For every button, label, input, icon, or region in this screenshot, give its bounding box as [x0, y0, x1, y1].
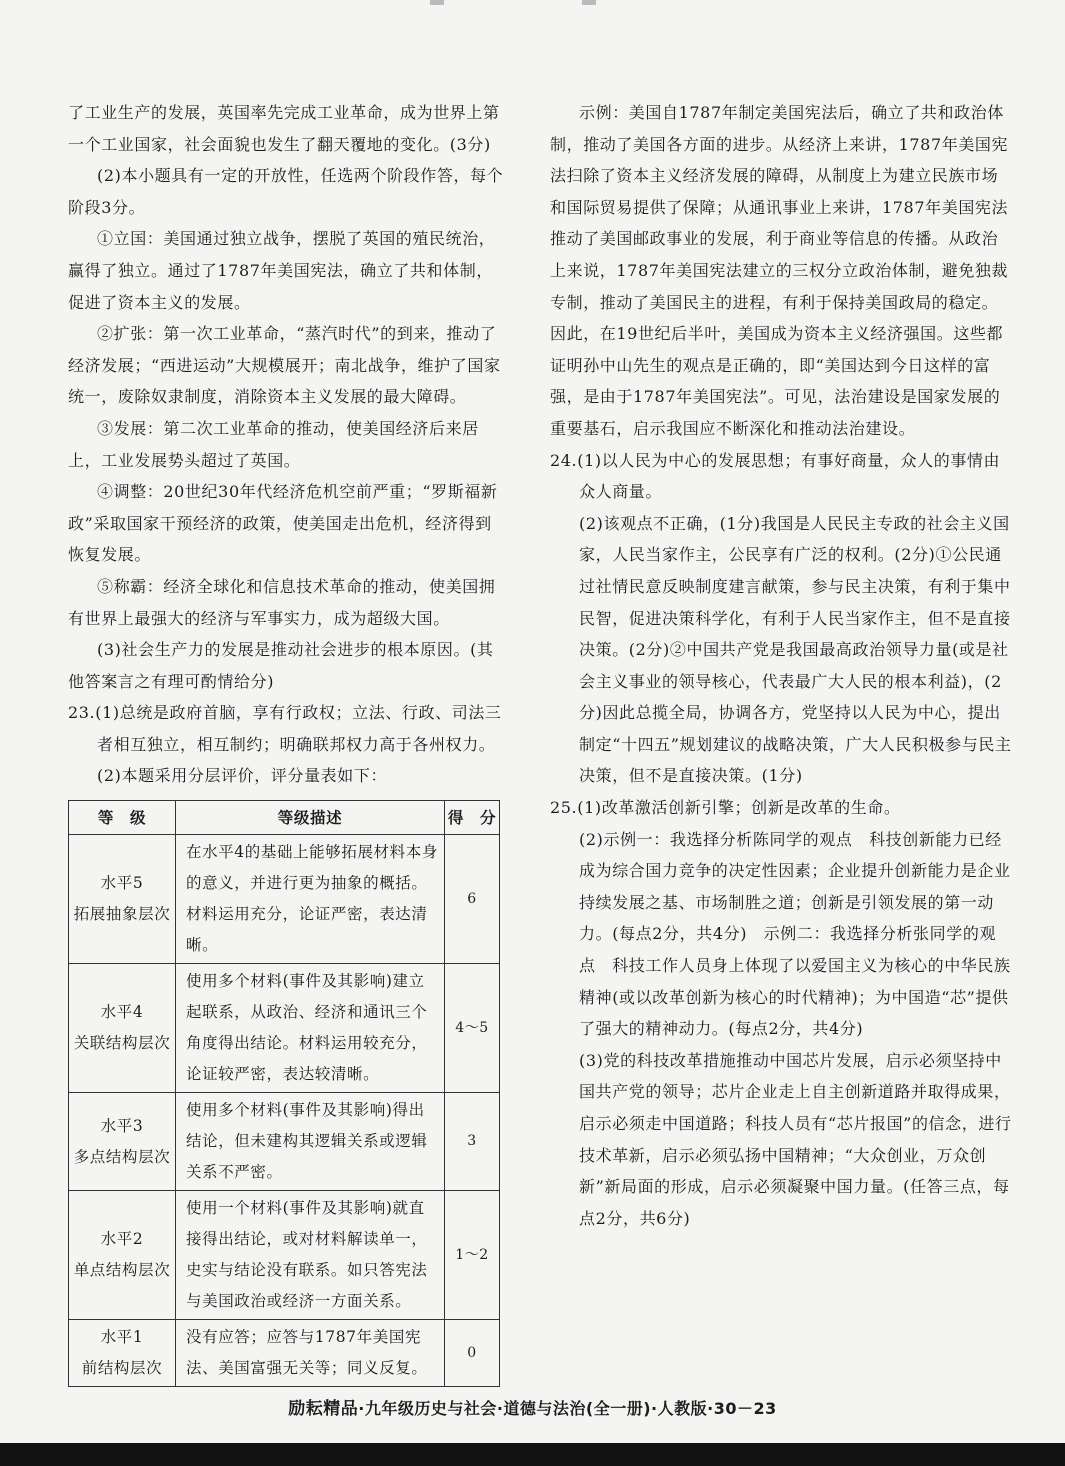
desc-cell: 使用多个材料(事件及其影响)得出结论，但未建构其逻辑关系或逻辑关系不严密。: [176, 1093, 445, 1191]
table-row: [69, 1191, 500, 1320]
answer-text: (1)以人民为中心的发展思想；有事好商量，众人的事情由众人商量。: [577, 450, 1001, 502]
answer-text: (3)党的科技改革措施推动中国芯片发展，启示必须坚持中国共产党的领导；芯片企业走上自主创新道路并取得成果，启示必须走中国道路；科技人员有“芯片报国”的信念，进行技术革新，启示必须弘扬中国精神；“大众创业，万众创新”新局面的形成，启示必须凝聚中国力量。(任答三点，每点2分，共6分): [579, 1050, 1012, 1228]
brand-logo: 励耘精品: [288, 1399, 359, 1419]
question-24: [550, 445, 1012, 793]
paragraph: 了工业生产的发展，英国率先完成工业革命，成为世界上第一个工业国家，社会面貌也发生了翻天覆地的变化。(3分): [68, 103, 500, 154]
table-row: [69, 1093, 500, 1191]
level-label: 水平4: [100, 1003, 144, 1022]
level-label: 水平2: [100, 1230, 144, 1249]
desc-cell: 没有应答；应答与1787年美国宪法、美国富强无关等；同义反复。: [176, 1320, 445, 1387]
score-cell: 4～5: [445, 964, 500, 1093]
level-name: 前结构层次: [81, 1359, 163, 1378]
question-23: [68, 697, 504, 792]
left-column: [68, 97, 504, 1387]
desc-cell: 使用多个材料(事件及其影响)建立起联系，从政治、经济和通讯三个角度得出结论。材料运用较充分，论证较严密，表达较清晰。: [176, 964, 445, 1093]
question-25: [550, 792, 1012, 1234]
table-row: [69, 835, 500, 964]
table-row: [69, 1320, 500, 1387]
level-name: 多点结构层次: [73, 1147, 171, 1166]
rubric-table: [68, 800, 500, 1387]
table-header-row: [69, 801, 500, 835]
level-label: 水平1: [100, 1328, 144, 1347]
level-name: 单点结构层次: [73, 1261, 171, 1280]
paragraph: ①立国：美国通过独立战争，摆脱了英国的殖民统治，赢得了独立。通过了1787年美国宪法，确立了共和体制，促进了资本主义的发展。: [68, 229, 496, 312]
level-name: 拓展抽象层次: [73, 905, 171, 924]
score-cell: 6: [445, 835, 500, 964]
page-footer: [0, 1394, 1065, 1419]
score-cell: 0: [445, 1320, 500, 1387]
answer-text: (2)本题采用分层评价，评分量表如下：: [97, 766, 388, 786]
question-number: 23.: [68, 703, 96, 723]
paragraph: (2)本小题具有一定的开放性，任选两个阶段作答，每个阶段3分。: [68, 166, 504, 217]
score-cell: 1～2: [445, 1191, 500, 1320]
paragraph: (3)社会生产力的发展是推动社会进步的根本原因。(其他答案言之有理可酌情给分): [68, 640, 494, 691]
answer-text: (2)示例一：我选择分析陈同学的观点 科技创新能力已经成为综合国力竞争的决定性因素；企业提升创新能力是企业持续发展之基、市场制胜之道；创新是引领发展的第一动力。(每点2分，共4分) 示例二：我选择分析张同学的观点 科技工作人员身上体现了以爱国主义为核心的中华民族精神(或以改革创新为核心的时代精神)；为中国造“芯”提供了强大的精神动力。(每点2分，共4分): [579, 829, 1011, 1039]
desc-cell: 在水平4的基础上能够拓展材料本身的意义，并进行更为抽象的概括。材料运用充分，论证严密，表达清晰。: [176, 835, 445, 964]
question-number: 24.: [550, 450, 578, 470]
paragraph: ⑤称霸：经济全球化和信息技术革命的推动，使美国拥有世界上最强大的经济与军事实力，成为超级大国。: [68, 576, 496, 628]
paragraph: ③发展：第二次工业革命的推动，使美国经济后来居上，工业发展势头超过了英国。: [68, 418, 479, 470]
bottom-edge: [0, 1443, 1065, 1466]
score-cell: 3: [445, 1093, 500, 1191]
level-name: 关联结构层次: [73, 1034, 171, 1053]
paragraph: ②扩张：第一次工业革命，“蒸汽时代”的到来，推动了经济发展；“西进运动”大规模展开；南北战争，维护了国家统一，废除奴隶制度，消除资本主义发展的最大障碍。: [68, 324, 501, 407]
level-cell: [69, 1191, 176, 1320]
header-level: 等 级: [69, 801, 176, 835]
desc-cell: 使用一个材料(事件及其影响)就直接得出结论，或对材料解读单一，史实与结论没有联系。如只答宪法与美国政治或经济一方面关系。: [176, 1191, 445, 1320]
level-label: 水平3: [100, 1116, 144, 1135]
level-label: 水平5: [100, 874, 144, 893]
answer-text: (1)总统是政府首脑，享有行政权；立法、行政、司法三者相互独立，相互制约；明确联邦权力高于各州权力。: [95, 703, 502, 754]
paragraph: ④调整：20世纪30年代经济危机空前严重；“罗斯福新政”采取国家干预经济的政策，使美国走出危机，经济得到恢复发展。: [68, 482, 498, 565]
level-cell: [69, 1093, 176, 1191]
scan-mark: [582, 0, 596, 5]
footer-text: ·九年级历史与社会·道德与法治(全一册)·人教版·30－23: [358, 1399, 777, 1418]
level-cell: [69, 835, 176, 964]
answer-text: (1)改革激活创新引擎；创新是改革的生命。: [577, 798, 901, 818]
header-score: 得 分: [445, 801, 500, 835]
table-row: [69, 964, 500, 1093]
header-desc: 等级描述: [176, 801, 445, 835]
paragraph: 示例：美国自1787年制定美国宪法后，确立了共和政治体制，推动了美国各方面的进步。从经济上来讲，1787年美国宪法扫除了资本主义经济发展的障碍，从制度上为建立民族市场和国际贸易提供了保障；从通讯事业上来讲，1787年美国宪法推动了美国邮政事业的发展，利于商业等信息的传播。从政治上来说，1787年美国宪法建立的三权分立政治体制，避免独裁专制，推动了美国民主的进程，有利于保持美国政局的稳定。因此，在19世纪后半叶，美国成为资本主义经济强国。这些都证明孙中山先生的观点是正确的，即“美国达到今日这样的富强，是由于1787年美国宪法”。可见，法治建设是国家发展的重要基石，启示我国应不断深化和推动法治建设。: [550, 103, 1009, 438]
scan-mark: [430, 0, 444, 5]
level-cell: [69, 964, 176, 1093]
answer-text: (2)该观点不正确，(1分)我国是人民民主专政的社会主义国家，人民当家作主，公民享有广泛的权利。(2分)①公民通过社情民意反映制度建言献策，参与民主决策，有利于集中民智，促进决策科学化，有利于人民当家作主，但不是直接决策。(2分)②中国共产党是我国最高政治领导力量(或是社会主义事业的领导核心，代表最广大人民的根本利益)，(2分)因此总揽全局，协调各方，党坚持以人民为中心，提出制定“十四五”规划建议的战略决策，广大人民积极参与民主决策，但不是直接决策。(1分): [579, 513, 1012, 786]
right-column: [550, 97, 1012, 1234]
level-cell: [69, 1320, 176, 1387]
question-number: 25.: [550, 798, 578, 818]
